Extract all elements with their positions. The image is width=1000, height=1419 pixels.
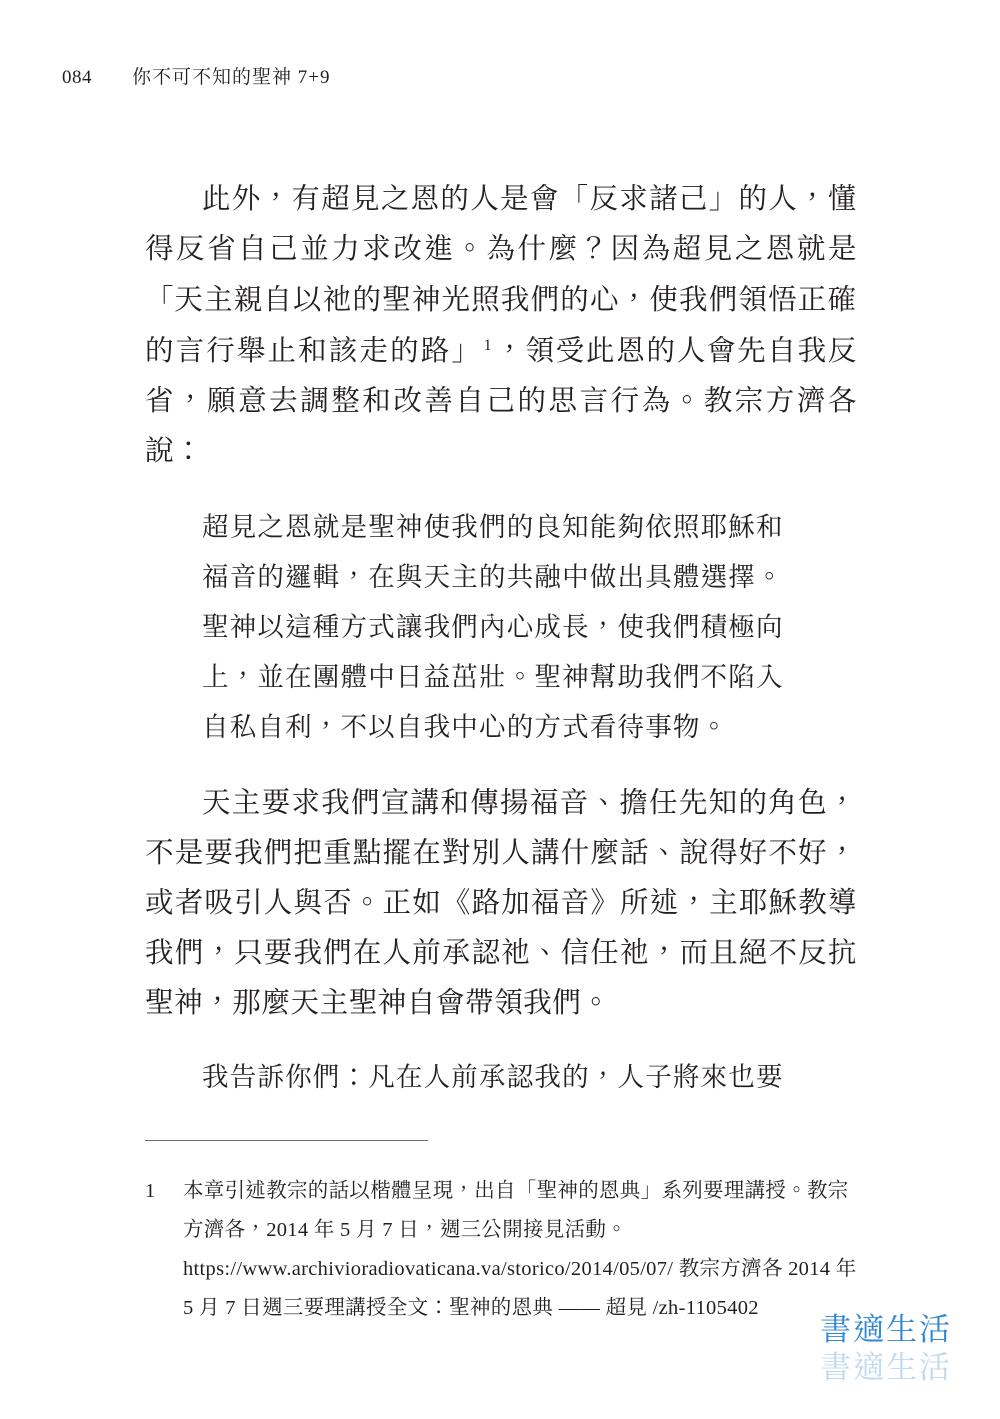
papal-quote-block (145, 503, 857, 753)
footnote-number: 1 (145, 1180, 156, 1202)
paragraph-2: 天主要求我們宣講和傳揚福音、擔任先知的角色，不是要我們把重點擺在對別人講什麼話、說得好不好，或者吸引人與否。正如《路加福音》所述，主耶穌教導我們，只要我們在人前承認祂、信任祂，而且絕不反抗聖神，那麼天主聖神自會帶領我們。 (145, 788, 857, 1019)
book-title: 你不可不知的聖神 7+9 (132, 67, 331, 88)
quote-line (202, 653, 797, 703)
quote-line-text: 福音的邏輯，在與天主的共融中做出具體選擇。 (202, 562, 784, 593)
paragraph-1-inline-quote: 天主親自以祂的聖神光照我們的心，使我們領悟正確的言行舉止和該走的路 (145, 283, 857, 367)
footnote-text: 本章引述教宗的話以楷體呈現，出自「聖神的恩典」系列要理講授。教宗方濟各，2014 年 5 月 7 日，週三公開接見活動。https://www.archivioradiovaticana.va/storico/2014/05/07/ 教宗方濟各 2014 年 5 月 7 日週三要理講授全文：聖神的恩典 —— 超見 /zh-1105402 (183, 1180, 857, 1319)
page-number: 084 (62, 67, 92, 88)
watermark-line-secondary: 書適生活 (820, 1350, 952, 1386)
paragraph-1-lead: 此外，有超見之恩的人是會「反求諸己」的人，懂得反省自己並力求改進。為什麼？因為超見之恩就是「 (145, 184, 857, 316)
quote-line-text: 超見之恩就是聖神使我們的良知能夠依照耶穌和 (202, 512, 784, 543)
footnote-item (145, 1172, 860, 1328)
paragraph-1 (145, 175, 857, 477)
paragraph-1-close-quote: 」 (451, 336, 482, 367)
paragraph-1-tail: ，領受此恩的人會先自我反省，願意去調整和改善自己的思言行為。教宗方濟各說： (145, 336, 857, 467)
watermark-line-primary: 書適生活 (820, 1312, 952, 1348)
footnote-divider (145, 1140, 428, 1141)
running-head (62, 62, 330, 89)
quote-line-text: 自私自利，不以自我中心的方式看待事物。 (202, 712, 729, 743)
quote-line (202, 553, 797, 603)
quote-line-text: 上，並在團體中日益茁壯。聖神幫助我們不陷入 (202, 662, 784, 693)
footnote-area (145, 1172, 860, 1328)
body-text (145, 175, 857, 1103)
watermark (820, 1311, 952, 1387)
scripture-quote: 我告訴你們：凡在人前承認我的，人子將來也要 (202, 1062, 784, 1093)
quote-line (202, 503, 797, 553)
quote-line-text: 聖神以這種方式讓我們內心成長，使我們積極向 (202, 612, 784, 643)
quote-line (202, 603, 797, 653)
quote-line (202, 703, 797, 753)
footnote-reference[interactable]: 1 (483, 336, 493, 354)
